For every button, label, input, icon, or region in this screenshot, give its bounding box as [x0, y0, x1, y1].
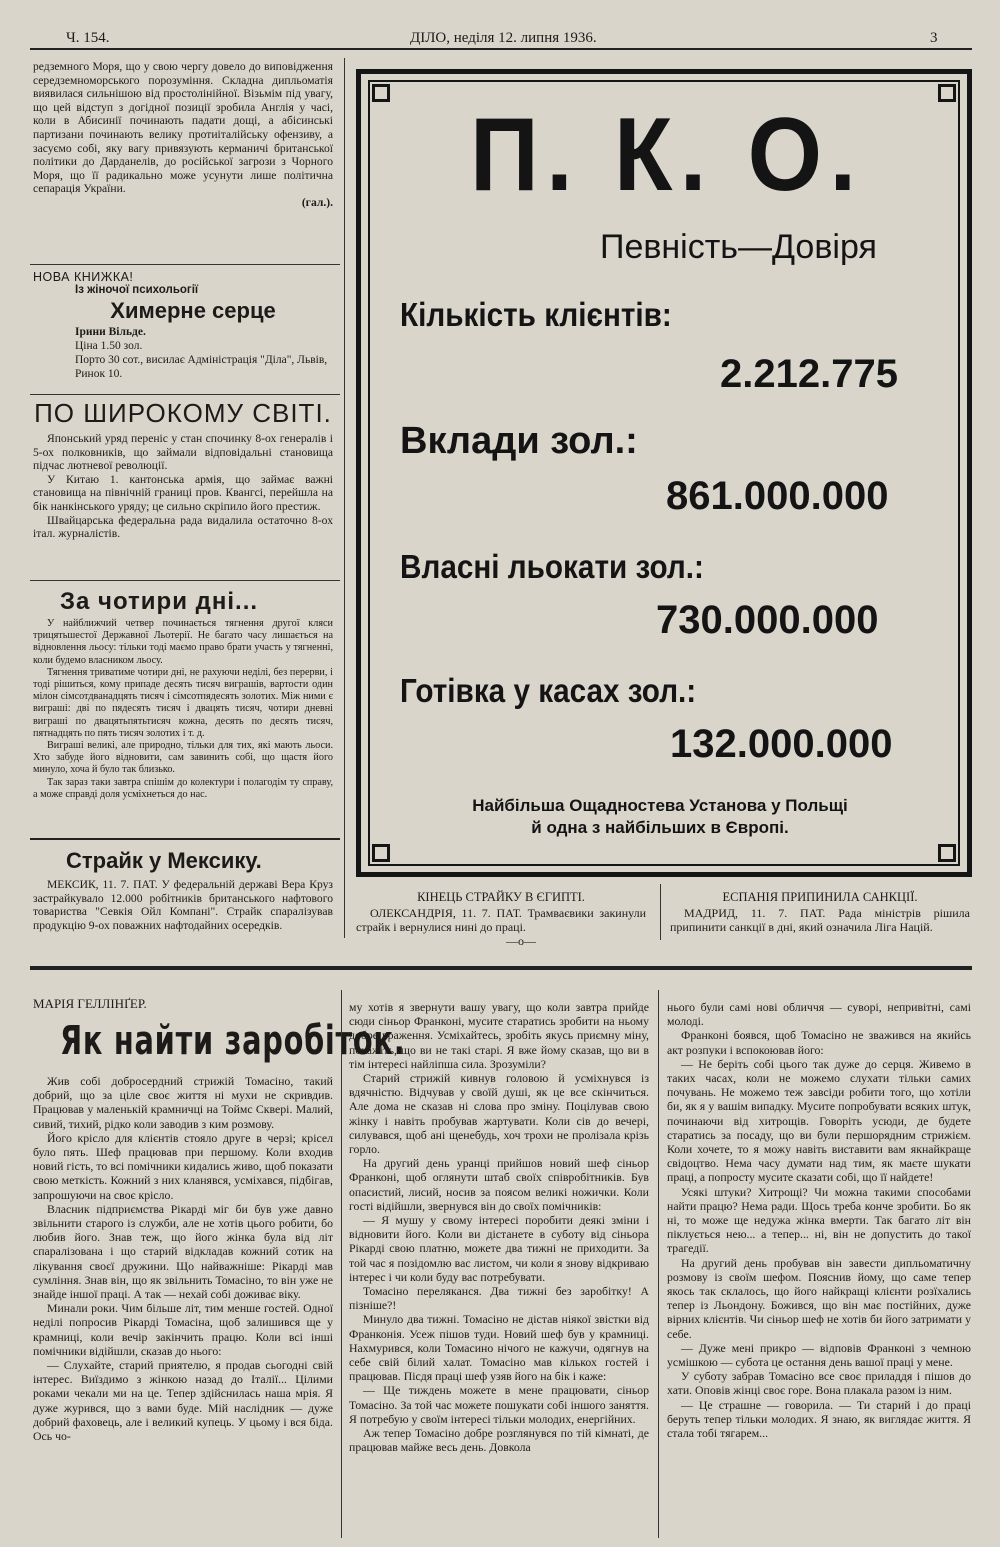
- story-paragraph: На другий день пробував він завести дипльоматичну розмову із своїм шефом. Пояснив йому, що саме тепер якось так склалось, що його найкращі клієнти розїхались тепер із Льондону. Божився, що він має постійних, дуже вірних клієнтів. Чи сіньор шеф не хотів би його затримати у себе.: [667, 1255, 971, 1341]
- story-paragraph: — Це страшне — говорила. — Ти старий і до праці беруть тепер тільки молодих. Я знаю, як виглядає життя. Я стала тобі тягарем...: [667, 1397, 971, 1441]
- egypt-title: КІНЕЦЬ СТРАЙКУ В ЄГИПТІ.: [417, 890, 585, 904]
- column-divider: [658, 990, 659, 1538]
- cash-value: 132.000.000: [670, 722, 893, 766]
- lottery-body: [33, 618, 333, 801]
- story-column-3: [667, 1000, 971, 1440]
- pko-title: П. К. О.: [470, 97, 864, 213]
- mexico-strike-body: [33, 878, 333, 932]
- book-title: Химерне серце: [110, 298, 276, 323]
- world-news-title: ПО ШИРОКОМУ СВІТІ.: [34, 398, 332, 428]
- lottery-paragraph: Тягнення триватиме чотири дні, не рахуючи неділі, без перерви, і тоді рішиться, кому припаде десять тисяч виграшів, вартости один мілон сімсотдванадцять тисяч і сімсотпядесять золотих. Між ними є виграші: дві по пядесять тисяч і двацять тисяч, чотири дневні виграші по двацятьпятьтисяч кожна, десять по десять тисяч, пятнадцять по пять тисяч золотих і т. д.: [33, 666, 333, 739]
- story-paragraph: — Дуже мені прикро — відповів Франконі з чемною усмішкою — субота це остання день вашої праці у мене.: [667, 1340, 971, 1370]
- lottery-paragraph: У найближчий четвер починається тягнення другої кляси трицятьшестої Державної Льотерії. Не багато часу лишається на відновлення льосу: тільки тоді маємо право брати участь у тягненні, коли будемо власником льосу.: [33, 618, 333, 666]
- frame-corner-ornament: [372, 844, 390, 862]
- story-paragraph: — Ще тиждень можете в мене працювати, сіньор Томасіно. За той час можете пошукати собі іншого заняття. Я потребую у своїм інтересі тільки молодих, енергійних.: [349, 1383, 649, 1426]
- clients-label: Кількість клієнтів:: [400, 296, 672, 333]
- lottery-paragraph: Виграші великі, але природно, тільки для тих, які мають льоси. Хто забуде його відновити, сам завинить собі, що щастя його минуло, хоча й було так близько.: [33, 740, 333, 776]
- divider: [30, 838, 340, 840]
- premises-value: 730.000.000: [656, 598, 879, 642]
- masthead: ДІЛО, неділя 12. липня 1936.: [410, 30, 597, 46]
- story-paragraph: Томасіно переляканся. Два тижні без заробітку! А пізніше?!: [349, 1284, 649, 1313]
- divider: [30, 264, 340, 265]
- story-paragraph: У суботу забрав Томасіно все своє приладдя і пішов до хати. Оповів жінці своє горе. Вона плакала разом із ним.: [667, 1369, 971, 1398]
- egypt-text: ОЛЕКСАНДРІЯ, 11. 7. ПАТ. Трамваєвики закинули страйк і вернулися нині до праці.: [356, 906, 646, 934]
- story-paragraph: Старий стрижій кивнув головою й усміхнувся із вдячністю. Відчував у своїй душі, як це все скінчиться. Але дома не сказав ні слова про зміну. Поцілував свою жінку і навіть пробував жартувати. Коли сів до вечері, силувався, щоб ані щенебудь, хоч трохи не пролізала крізь горло.: [349, 1071, 649, 1157]
- page-number: 3: [930, 30, 938, 46]
- story-paragraph: Минуло два тижні. Томасіно не дістав ніякої звістки від Франконія. Усеж пішов туди. Новий шеф був у крамниці. Нахмурився, коли Томасино нічого не кажучи, одягнув на себе свій білий халат. Томасіно мав кількох гостей і працював. Пісдя праці шеф узяв його на бік і каже:: [349, 1312, 649, 1384]
- pko-footer-line2: й одна з найбільших в Європі.: [531, 818, 789, 837]
- world-item: Японський уряд переніс у стан спочинку 8-ох генералів і 5-ох полковників, що займали відповідальні становища підчас лютневої революції.: [33, 432, 333, 473]
- spain-body: [670, 906, 970, 934]
- frame-corner-ornament: [372, 84, 390, 102]
- story-paragraph: Жив собі добросердний стрижій Томасіно, такий добрий, що за ціле своє життя ні мухи не скривдив. Працював у маленькій крамничці на Тоймс Сквері. Малий, сивий, тихий, рідко коли заводив з ким розмову.: [33, 1074, 333, 1131]
- world-item: Швайцарська федеральна рада видалила остаточно 8-ох італ. журналістів.: [33, 513, 333, 541]
- lottery-title: За чотири дні...: [60, 588, 259, 615]
- spain-title: ЕСПАНІЯ ПРИПИНИЛА САНКЦІЇ.: [722, 890, 918, 904]
- story-column-2: [349, 1000, 649, 1455]
- mexico-strike-title: Страйк у Мексику.: [66, 848, 262, 873]
- column-divider: [344, 58, 345, 938]
- column-divider: [660, 884, 661, 940]
- world-news-body: [33, 432, 333, 541]
- story-paragraph: Аж тепер Томасіно добре розглянувся по тій кімнаті, де працював майже весь день. Довкола: [349, 1426, 649, 1455]
- world-item: У Китаю 1. кантонська армія, що займає важні становища на північній границі пров. Квангсі, перейшла на бік нанкінського уряду; це сильно скріпило його престиж.: [33, 472, 333, 513]
- premises-label: Власні льокати зол.:: [400, 548, 704, 585]
- story-paragraph: Його крісло для клієнтів стояло друге в черзі; крісел було пять. Шеф працював при першому. Коли входив новий гість, то всі помічники кидались живо, щоб показати свою меткість. Кожний з них кланявся, усміхався, підбігав, запрошуючи на своє крісло.: [33, 1130, 333, 1202]
- section-rule: [30, 966, 972, 970]
- mexico-strike-text: МЕКСИК, 11. 7. ПАТ. У федеральній державі Вера Круз застрайкувало 12.000 робітників британського нафтового товариства "Севкія Ойл Компані". Страйк спаралізував продукцію 9-ох поважних нафтодайних осередків.: [33, 878, 333, 932]
- divider: [30, 394, 340, 395]
- story-paragraph: Власник підприємства Рікарді міг би був уже давно звільнити старого із служби, але не хотів цього робити, бо любив його. Знав теж, що його жінка була від літ спаралізована і що старий відкладав кожний сотик на лікування своєї дружини. Що найважніше: Рікарді мав сумління. Знав він, що як звільнить Томасіно, то він уже не знайде іншої праці. А так — нехай собі доживає віку.: [33, 1201, 333, 1302]
- politics-text: редземного Моря, що у свою чергу довело до виповідження середземноморського порозуміння. Складна дипльоматія виявилася сильнішою від простолінійної. Візьмім під увагу, що цей відступ з догідної позиції зробила Англія у часі, коли в Абисинії починають падати дощі, а абісинські партизани починають велику протиіталійську офензиву, а засуємо собі, яку вагу привязують керманичі британської політики до Дарданелів, до російської загрози з Чорного Моря, що її радикально може усунути лише політична сепарація України.: [33, 60, 333, 196]
- spain-text: МАДРИД, 11. 7. ПАТ. Рада міністрів рішила припинити санкції в дні, який означила Ліга Націй.: [670, 906, 970, 934]
- book-price: Ціна 1.50 зол.: [75, 340, 143, 352]
- book-kicker: НОВА КНИЖКА!: [33, 270, 134, 284]
- frame-corner-ornament: [938, 844, 956, 862]
- divider: [30, 580, 340, 581]
- separator-mark: —о—: [506, 934, 536, 948]
- deposits-value: 861.000.000: [666, 474, 889, 518]
- lottery-paragraph: Так зараз таки завтра спішім до колектури і полагодім ту справу, а може справді доля усміхнеться до нас.: [33, 776, 333, 800]
- story-column-1: [33, 1074, 333, 1443]
- story-paragraph: — Я мушу у свому інтересі поробити деякі зміни і відновити його. Коли ви дістанете в суботу від сіньора Рікарді свою платню, можете два тижні не приходити. За той час я позідомлю вас листом, чи коли я знову відкриваю інтерес і чи коли буду вас потребувати.: [349, 1213, 649, 1284]
- header-rule: [30, 48, 972, 50]
- politics-article-end: [33, 60, 333, 210]
- deposits-label: Вклади зол.:: [400, 420, 638, 462]
- book-subtitle: Із жіночої психольогії: [75, 284, 199, 296]
- frame-corner-ornament: [938, 84, 956, 102]
- story-paragraph: — Слухайте, старий приятелю, я продав сьогодні свій інтерес. Виїздимо з жінкою назад до Італії... Цілими роками чекали ми на це. Тепер здійснилась наша мрія. Я дуже журився, що з вами буде. Мій наслідник — дуже добрий фаховець, але і великий купець. У цьому і вся біда. Ось чо-: [33, 1358, 333, 1444]
- story-paragraph: — Не беріть собі цього так дуже до серця. Живемо в таких часах, коли не можемо слухати тільки самих почувань. Не можемо теж завсіди робити того, що хотіли би, як я у вашім випадку. Мусите попробувати всяких штук, починаючи від хитрощів. Говоріть усюди, де будете старатись за посаду, що ви були першорядним стрижієм. Коли хочете, то я можу навіть виставити вам якнайкраще свідоцтво. Нема часу думати над тим, як маєте шукати праці, а попросту мусите сказати собі, що її найдете!: [667, 1056, 971, 1185]
- story-title: Як найти заробіток.: [60, 1018, 406, 1064]
- story-paragraph: На другий день уранці прийшов новий шеф сіньор Франконі, щоб оглянути штаб своїх співробітників. Був опасистий, лисий, носив за поясом великі ножички. Коли гості відійшли, звернувся він до своїх помічників:: [349, 1156, 649, 1213]
- egypt-body: [356, 906, 646, 948]
- book-announcement: [33, 270, 333, 381]
- cash-label: Готівка у касах зол.:: [400, 672, 697, 709]
- pko-footer-line1: Найбільша Ощадностева Установа у Польщі: [472, 796, 848, 815]
- page-label: Ч. 154.: [66, 30, 110, 46]
- story-author: МАРІЯ ГЕЛЛІНҐЕР.: [33, 996, 147, 1011]
- article-signature: (гал.).: [301, 195, 333, 209]
- story-paragraph: нього були самі нові обличчя — суворі, непривітні, самі молоді.: [667, 1000, 971, 1029]
- story-paragraph: Франконі боявся, щоб Томасіно не зважився на якийсь акт розпуки і вспокоював його:: [667, 1028, 971, 1057]
- book-author: Ірини Вільде.: [75, 326, 146, 338]
- column-divider: [341, 990, 342, 1538]
- pko-slogan: Певність—Довіря: [600, 228, 877, 266]
- story-paragraph: му хотів я звернути вашу увагу, що коли завтра прийде сюди сіньор Франконі, мусите старатись зробити на ньому добре враження. Усміхайтесь, зробіть якусь приємну міну, покажіть, що ви не такі старі. Я вже йому сказав, що ви в тім інтересі найліпша сила. Зрозуміли?: [349, 1000, 649, 1071]
- clients-value: 2.212.775: [720, 352, 898, 396]
- story-paragraph: Минали роки. Чим більше літ, тим менше гостей. Одної неділі попросив Рікарді Томасіна, щоб залишився ще у крамниці, коли вечір закінчить працю. Коли всі інші помічники відійшли, сказав до нього:: [33, 1301, 333, 1358]
- book-postage: Порто 30 сот., висилає Адміністрація "Діла", Львів, Ринок 10.: [75, 354, 328, 380]
- story-paragraph: Усякі штуки? Хитрощі? Чи можна такими способами найти працю? Нема ради. Щось треба конче зробити. Бо як ні, то може ще недужа жінка вмерти. Так багато літ він піклується нею... а тепер... ні, він не допустить до такої трагедії.: [667, 1184, 971, 1256]
